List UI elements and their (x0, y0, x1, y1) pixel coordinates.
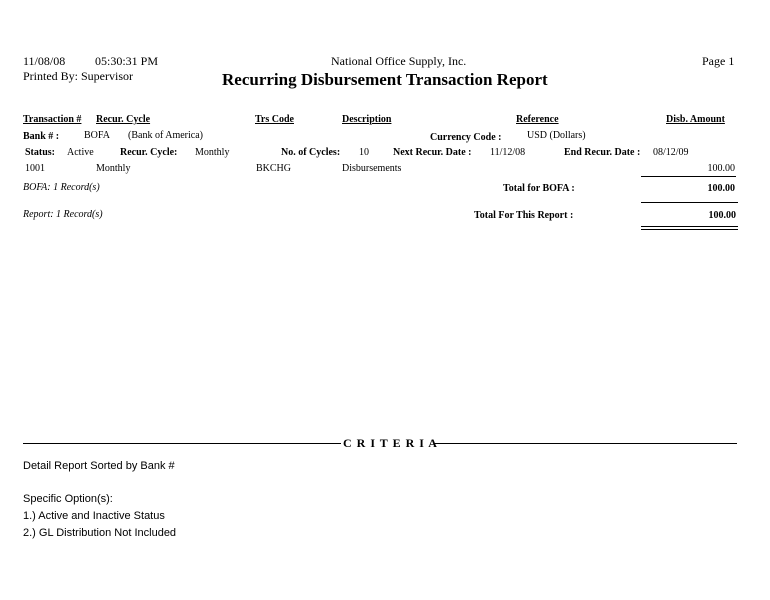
report-date: 11/08/08 (23, 54, 66, 68)
detail-cycle: Monthly (96, 163, 131, 174)
col-description: Description (342, 114, 392, 125)
col-transaction: Transaction # (23, 114, 82, 125)
group-total-amount: 100.00 (707, 183, 735, 194)
group-record-count: BOFA: 1 Record(s) (23, 182, 100, 193)
report-title: Recurring Disbursement Transaction Report (222, 70, 548, 89)
group-total-label: Total for BOFA : (503, 183, 575, 194)
col-recur-cycle: Recur. Cycle (96, 114, 151, 125)
detail-trs-code: BKCHG (256, 163, 292, 174)
no-of-cycles-label: No. of Cycles: (281, 147, 341, 158)
report-record-count: Report: 1 Record(s) (23, 209, 103, 220)
col-disb-amount: Disb. Amount (666, 114, 725, 125)
no-of-cycles-value: 10 (359, 147, 369, 158)
status-value: Active (67, 147, 94, 158)
report-total-label: Total For This Report : (474, 210, 574, 221)
criteria-heading: C R I T E R I A (343, 436, 438, 450)
detail-transaction: 1001 (25, 163, 45, 174)
detail-description: Disbursements (342, 163, 402, 174)
end-recur-date-label: End Recur. Date : (564, 147, 641, 158)
recur-cycle-label: Recur. Cycle: (120, 147, 178, 158)
bank-name: (Bank of America) (128, 130, 203, 141)
report-total-amount: 100.00 (708, 210, 736, 221)
detail-underline (641, 176, 736, 177)
criteria-sort: Detail Report Sorted by Bank # (23, 460, 175, 472)
col-trs-code: Trs Code (255, 114, 294, 125)
printed-by: Printed By: Supervisor (23, 69, 133, 83)
next-recur-date-value: 11/12/08 (490, 147, 526, 158)
bank-code: BOFA (84, 130, 110, 141)
status-label: Status: (25, 147, 56, 158)
col-reference: Reference (516, 114, 559, 125)
detail-amount: 100.00 (707, 163, 735, 174)
next-recur-date-label: Next Recur. Date : (393, 147, 472, 158)
company-name: National Office Supply, Inc. (331, 54, 467, 68)
currency-label: Currency Code : (430, 132, 502, 143)
criteria-options-label: Specific Option(s): (23, 493, 113, 505)
report-total-double-underline-bottom (641, 229, 738, 230)
bank-label: Bank # : (23, 131, 60, 142)
criteria-rule-right (434, 443, 737, 444)
currency-value: USD (Dollars) (527, 130, 586, 141)
page-number: Page 1 (702, 54, 735, 68)
group-total-underline (641, 202, 738, 203)
recur-cycle-value: Monthly (195, 147, 230, 158)
report-time: 05:30:31 PM (95, 54, 159, 68)
end-recur-date-value: 08/12/09 (653, 147, 689, 158)
criteria-rule-left (23, 443, 341, 444)
criteria-option-1: 1.) Active and Inactive Status (23, 510, 165, 522)
criteria-option-2: 2.) GL Distribution Not Included (23, 527, 177, 539)
report-total-double-underline-top (641, 226, 738, 227)
